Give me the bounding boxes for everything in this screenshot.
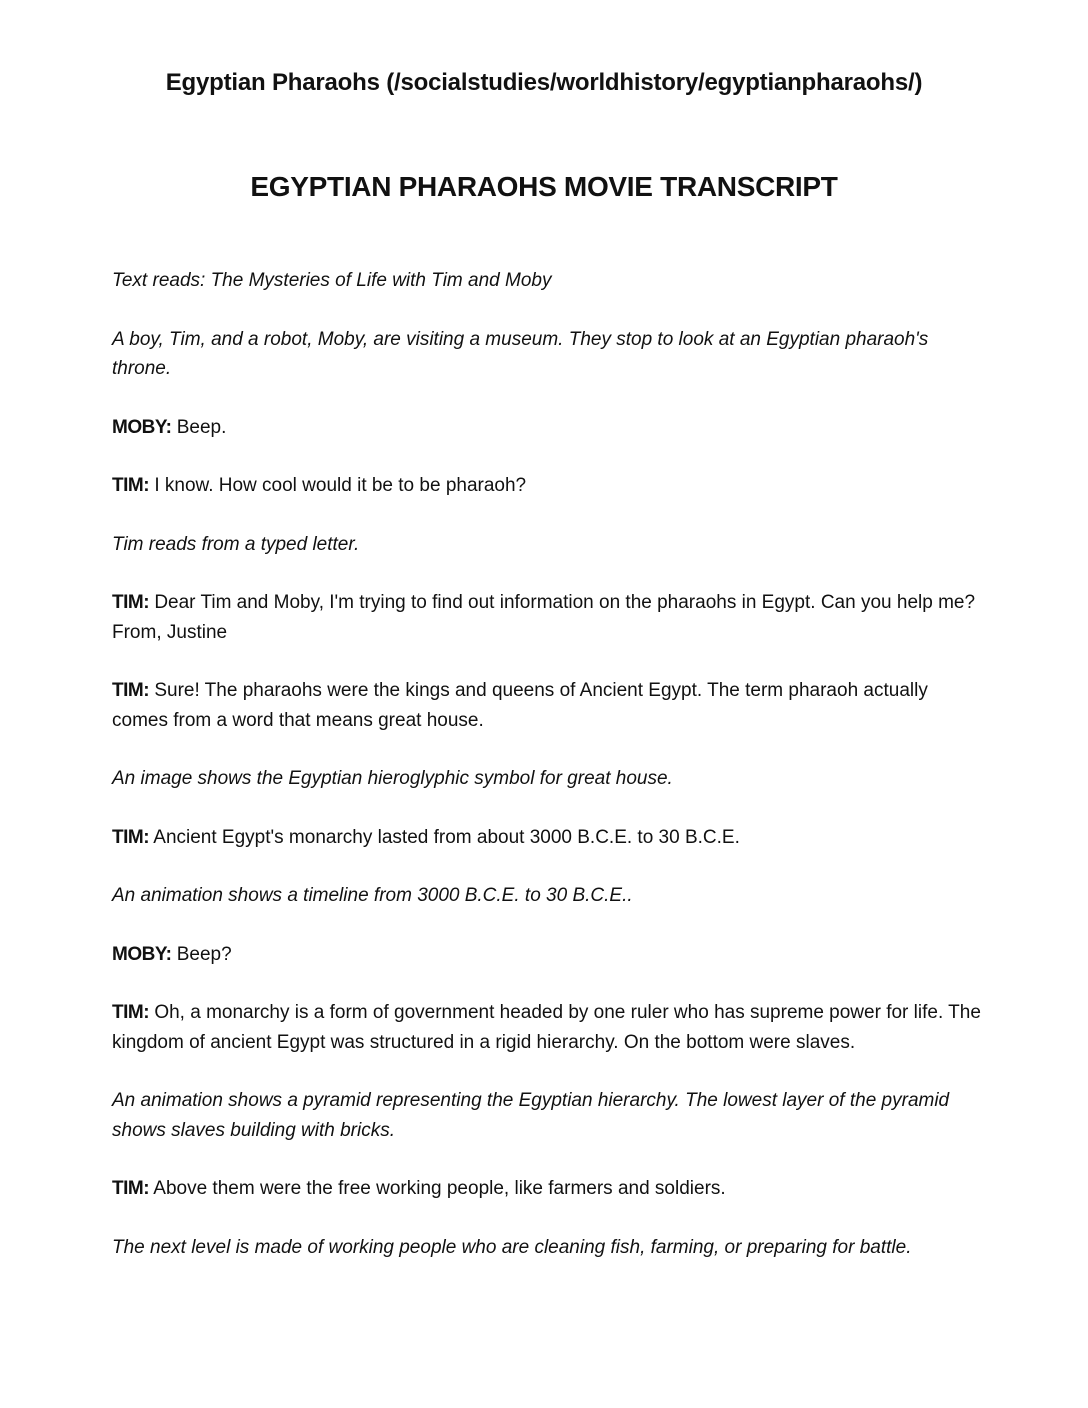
- speaker-name: TIM:: [112, 826, 150, 848]
- stage-direction: [112, 325, 982, 384]
- speaker-name: TIM:: [112, 1002, 150, 1023]
- speaker-name: MOBY:: [112, 416, 172, 438]
- dialogue-text: Ancient Egypt's monarchy lasted from about 3000 B.C.E. to 30 B.C.E.: [149, 826, 740, 848]
- dialogue-line: [112, 413, 982, 443]
- dialogue-line: [112, 588, 982, 647]
- speaker-name: TIM:: [112, 592, 150, 613]
- stage-direction: [112, 764, 982, 794]
- stage-direction: [112, 530, 982, 560]
- document-title: EGYPTIAN PHARAOHS MOVIE TRANSCRIPT: [250, 171, 838, 202]
- page-source-link: Egyptian Pharaohs (/socialstudies/worldhistory/egyptianpharaohs/): [165, 69, 923, 96]
- direction-text: Tim reads from a typed letter.: [112, 533, 360, 555]
- direction-text: An animation shows a pyramid representing the Egyptian hierarchy. The lowest layer of the pyramid shows slaves building with bricks.: [112, 1090, 950, 1141]
- direction-text: An animation shows a timeline from 3000 B.C.E. to 30 B.C.E..: [112, 885, 633, 906]
- dialogue-text: Dear Tim and Moby, I'm trying to find out information on the pharaohs in Egypt. Can you help me? From, Justine: [112, 592, 976, 643]
- dialogue-text: Oh, a monarchy is a form of government headed by one ruler who has supreme power for life. The kingdom of ancient Egypt was structured in a rigid hierarchy. On the bottom were slaves.: [112, 1002, 981, 1053]
- direction-text: A boy, Tim, and a robot, Moby, are visiting a museum. They stop to look at an Egyptian pharaoh's throne.: [112, 328, 929, 379]
- dialogue-text: Sure! The pharaohs were the kings and queens of Ancient Egypt. The term pharaoh actually comes from a word that means great house.: [112, 680, 928, 731]
- stage-direction: [112, 266, 982, 296]
- stage-direction: [112, 881, 982, 911]
- dialogue-line: [112, 471, 982, 501]
- direction-text: An image shows the Egyptian hieroglyphic symbol for great house.: [112, 768, 673, 789]
- dialogue-line: [112, 823, 982, 853]
- dialogue-line: [112, 676, 982, 735]
- dialogue-text: Above them were the free working people, like farmers and soldiers.: [149, 1178, 726, 1199]
- stage-direction: [112, 1233, 982, 1263]
- speaker-name: TIM:: [112, 475, 150, 496]
- direction-text: Text reads: The Mysteries of Life with Tim and Moby: [112, 270, 552, 291]
- dialogue-text: Beep.: [171, 416, 227, 438]
- speaker-name: TIM:: [112, 680, 150, 701]
- dialogue-line: [112, 1174, 982, 1204]
- dialogue-text: I know. How cool would it be to be pharaoh?: [149, 475, 527, 496]
- transcript-body: [112, 266, 982, 1291]
- speaker-name: TIM:: [112, 1178, 150, 1199]
- dialogue-line: [112, 998, 982, 1057]
- dialogue-text: Beep?: [171, 943, 232, 965]
- direction-text: The next level is made of working people who are cleaning fish, farming, or preparing for battle.: [112, 1236, 912, 1258]
- stage-direction: [112, 1086, 982, 1145]
- dialogue-line: [112, 940, 982, 970]
- speaker-name: MOBY:: [112, 943, 172, 965]
